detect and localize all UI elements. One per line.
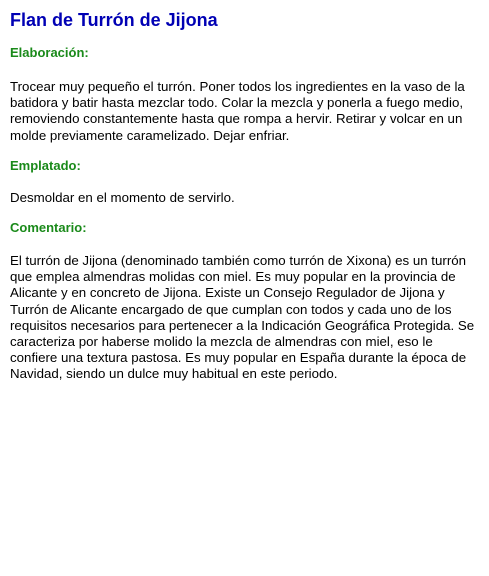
- section-heading-elaboracion: Elaboración:: [10, 45, 89, 60]
- section-text-emplatado: Desmoldar en el momento de servirlo.: [10, 189, 235, 205]
- section-text-elaboracion: Trocear muy pequeño el turrón. Poner todos los ingredientes en la vaso de la batidora y batir hasta mezclar todo. Colar la mezcla y ponerla a fuego medio, removiendo constantemente hasta que rompa a hervir. Retirar y volcar en un molde previamente caramelizado. Dejar enfriar.: [10, 79, 465, 143]
- section-heading-emplatado: Emplatado:: [10, 157, 81, 173]
- page-title: Flan de Turrón de Jijona: [10, 10, 218, 30]
- section-text-comentario: El turrón de Jijona (denominado también como turrón de Xixona) es un turrón que emplea almendras molidas con miel. Es muy popular en la provincia de Alicante y en concreto de Jijona. Existe un Consejo Regulador de Jijona y Turrón de Alicante encargado de que cumplan con todos y cada uno de los requisitos necesarios para pertenecer a la Indicación Geográfica Protegida. Se caracteriza por haberse molido la mezcla de almendras con miel, eso le confiere una textura pastosa. Es muy popular en España durante la época de Navidad, siendo un dulce muy habitual en este periodo.: [10, 253, 475, 382]
- section-heading-comentario: Comentario:: [10, 220, 87, 236]
